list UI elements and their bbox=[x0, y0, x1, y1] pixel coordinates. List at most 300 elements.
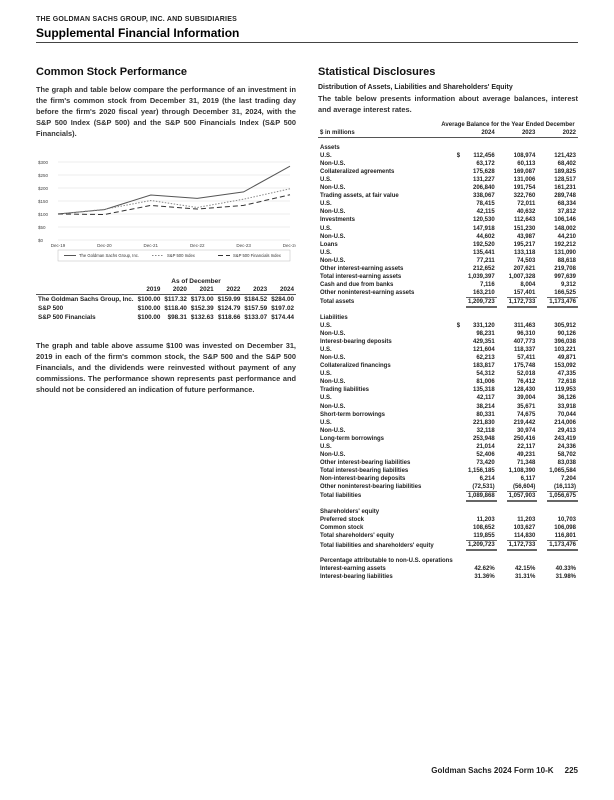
column-header: 2022 bbox=[216, 285, 243, 295]
currency-cell bbox=[455, 273, 466, 281]
row-label: Shareholders' equity bbox=[320, 508, 380, 515]
y-tick-label: $200 bbox=[38, 186, 49, 191]
value-cell: 31.98% bbox=[555, 574, 576, 581]
value-cell: 219,708 bbox=[554, 265, 576, 272]
value-cell: 207,621 bbox=[513, 265, 536, 272]
row-label: Other noninterest-earning assets bbox=[320, 290, 415, 297]
value-cell: 2022 bbox=[547, 129, 578, 138]
value-cell bbox=[466, 307, 497, 322]
currency-cell bbox=[455, 394, 466, 402]
value-cell: 73,420 bbox=[476, 459, 495, 466]
subheading: Distribution of Assets, Liabilities and Shareholders' Equity bbox=[318, 84, 513, 91]
value-cell: 121,604 bbox=[472, 347, 495, 354]
currency-cell bbox=[455, 492, 466, 502]
value-cell: 1,209,723 bbox=[466, 541, 497, 551]
currency-cell bbox=[455, 565, 466, 573]
table-cell: $133.07 bbox=[244, 314, 268, 321]
row-label: Trading assets, at fair value bbox=[320, 193, 399, 200]
currency-cell bbox=[455, 419, 466, 427]
table-row bbox=[318, 160, 578, 168]
currency-cell bbox=[497, 160, 507, 168]
currency-cell bbox=[497, 483, 507, 492]
value-cell: 81,006 bbox=[476, 379, 495, 386]
value-cell: 135,318 bbox=[472, 387, 495, 394]
table-row bbox=[318, 443, 578, 451]
currency-cell bbox=[537, 386, 547, 394]
value-cell: 35,671 bbox=[516, 403, 536, 410]
value-cell: 6,214 bbox=[479, 475, 495, 482]
value-cell: 305,912 bbox=[554, 323, 576, 330]
table-row bbox=[318, 573, 578, 581]
currency-cell bbox=[455, 225, 466, 233]
currency-cell bbox=[497, 443, 507, 451]
currency-cell bbox=[497, 216, 507, 224]
value-cell: 192,212 bbox=[554, 241, 576, 248]
x-tick-label: Dec-23 bbox=[236, 243, 251, 248]
table-row bbox=[318, 451, 578, 459]
currency-cell bbox=[497, 524, 507, 532]
table-cell: $184.52 bbox=[244, 296, 268, 303]
performance-table bbox=[36, 278, 296, 322]
currency-cell bbox=[455, 200, 466, 208]
currency-cell bbox=[537, 532, 547, 541]
value-cell: 120,530 bbox=[472, 217, 495, 224]
currency-cell bbox=[537, 419, 547, 427]
table-row bbox=[318, 257, 578, 265]
value-cell: 1,173,476 bbox=[547, 297, 578, 307]
currency-cell bbox=[537, 152, 547, 160]
value-cell: 31.36% bbox=[474, 574, 495, 581]
currency-cell bbox=[537, 573, 547, 581]
value-cell: 338,067 bbox=[472, 193, 495, 200]
currency-cell bbox=[455, 307, 466, 322]
value-cell: 161,231 bbox=[554, 185, 576, 192]
value-cell: 128,430 bbox=[513, 387, 536, 394]
currency-cell bbox=[537, 370, 547, 378]
currency-cell bbox=[497, 322, 507, 330]
table-row bbox=[318, 297, 578, 307]
table-row bbox=[318, 362, 578, 370]
currency-cell bbox=[537, 168, 547, 176]
value-cell: 88,618 bbox=[557, 257, 576, 264]
currency-cell bbox=[455, 216, 466, 224]
value-cell: 206,840 bbox=[472, 185, 495, 192]
value-cell bbox=[507, 307, 538, 322]
currency-cell bbox=[537, 435, 547, 443]
currency-cell bbox=[497, 330, 507, 338]
row-label: Percentage attributable to non-U.S. operations bbox=[320, 557, 453, 564]
value-cell: 44,602 bbox=[476, 233, 495, 240]
value-cell: 169,087 bbox=[513, 169, 536, 176]
x-tick-label: Dec-22 bbox=[189, 243, 205, 248]
currency-cell bbox=[455, 192, 466, 200]
y-tick-label: $250 bbox=[38, 173, 49, 178]
currency-cell bbox=[497, 451, 507, 459]
value-cell: 47,335 bbox=[557, 371, 576, 378]
value-cell: 214,006 bbox=[554, 419, 576, 426]
value-cell: 90,126 bbox=[557, 331, 576, 338]
value-cell: 1,057,903 bbox=[507, 492, 538, 502]
performance-table-title: As of December bbox=[171, 278, 221, 285]
value-cell bbox=[547, 501, 578, 516]
value-cell: 98,231 bbox=[476, 331, 495, 338]
currency-cell bbox=[497, 532, 507, 541]
currency-cell bbox=[497, 378, 507, 386]
currency-cell bbox=[497, 225, 507, 233]
table-cell: The Goldman Sachs Group, Inc. bbox=[38, 296, 134, 303]
currency-cell bbox=[537, 565, 547, 573]
table-row bbox=[318, 225, 578, 233]
row-label: U.S. bbox=[320, 395, 332, 402]
table-row bbox=[318, 524, 578, 532]
currency-cell bbox=[455, 281, 466, 289]
value-cell: 96,310 bbox=[516, 331, 536, 338]
value-cell bbox=[466, 138, 497, 153]
value-cell: 108,974 bbox=[513, 153, 536, 160]
value-cell: (56,604) bbox=[512, 483, 536, 490]
table-row bbox=[318, 281, 578, 289]
table-cell: $118.40 bbox=[164, 305, 187, 312]
currency-cell bbox=[455, 160, 466, 168]
table-cell: $98.31 bbox=[167, 314, 187, 321]
x-tick-label: Dec-24 bbox=[282, 243, 296, 248]
table-row bbox=[318, 386, 578, 394]
table-row bbox=[318, 208, 578, 216]
table-row bbox=[318, 492, 578, 502]
value-cell bbox=[547, 307, 578, 322]
row-label: U.S. bbox=[320, 419, 332, 426]
value-cell: 49,231 bbox=[516, 451, 536, 458]
value-cell: 44,210 bbox=[557, 233, 576, 240]
currency-cell bbox=[497, 354, 507, 362]
currency-cell bbox=[537, 451, 547, 459]
row-label: U.S. bbox=[320, 371, 332, 378]
value-cell: 43,987 bbox=[516, 233, 536, 240]
row-label: Non-U.S. bbox=[320, 233, 346, 240]
currency-cell bbox=[537, 346, 547, 354]
value-cell: 40,632 bbox=[516, 209, 536, 216]
currency-cell bbox=[455, 129, 466, 138]
row-label: $ in millions bbox=[318, 129, 455, 138]
value-cell: 70,044 bbox=[557, 411, 576, 418]
value-cell: 39,004 bbox=[516, 395, 536, 402]
row-label: U.S. bbox=[320, 347, 332, 354]
currency-cell bbox=[497, 249, 507, 257]
table-row bbox=[318, 435, 578, 443]
currency-cell bbox=[455, 386, 466, 394]
table-cell: $197.02 bbox=[271, 305, 294, 312]
table-cell: $159.99 bbox=[217, 296, 241, 303]
currency-cell: $ bbox=[456, 153, 461, 160]
currency-cell bbox=[497, 241, 507, 249]
currency-cell bbox=[497, 475, 507, 483]
row-label: Cash and due from banks bbox=[320, 281, 394, 288]
value-cell: 9,312 bbox=[560, 281, 576, 288]
row-label: Investments bbox=[320, 217, 356, 224]
value-cell bbox=[507, 550, 538, 565]
currency-cell bbox=[455, 524, 466, 532]
currency-cell bbox=[455, 257, 466, 265]
currency-cell bbox=[455, 443, 466, 451]
row-label: U.S. bbox=[320, 323, 332, 330]
value-cell: 195,217 bbox=[513, 241, 536, 248]
value-cell: 192,520 bbox=[472, 241, 495, 248]
value-cell: 103,627 bbox=[513, 525, 536, 532]
currency-cell bbox=[497, 362, 507, 370]
company-name: THE GOLDMAN SACHS GROUP, INC. AND SUBSIDIARIES bbox=[36, 16, 237, 23]
currency-cell: $ bbox=[456, 323, 461, 330]
row-label: Other interest-earning assets bbox=[320, 265, 404, 272]
value-cell: 1,156,185 bbox=[467, 467, 495, 474]
section-heading-stock: Common Stock Performance bbox=[36, 66, 187, 78]
currency-cell bbox=[497, 501, 507, 516]
value-cell: 63,172 bbox=[476, 161, 495, 168]
currency-cell bbox=[537, 362, 547, 370]
y-tick-label: $100 bbox=[38, 212, 49, 217]
currency-cell bbox=[537, 208, 547, 216]
value-cell: 106,098 bbox=[554, 525, 576, 532]
currency-cell bbox=[537, 216, 547, 224]
table-row bbox=[318, 346, 578, 354]
currency-cell bbox=[455, 138, 466, 153]
value-cell: 1,089,868 bbox=[466, 492, 497, 502]
value-cell: 166,525 bbox=[554, 289, 576, 296]
currency-cell bbox=[497, 403, 507, 411]
currency-cell bbox=[497, 192, 507, 200]
row-label: Interest-bearing liabilities bbox=[320, 574, 393, 581]
table-row bbox=[318, 307, 578, 322]
value-cell: 1,056,675 bbox=[547, 492, 578, 502]
table-row bbox=[36, 313, 296, 322]
currency-cell bbox=[537, 265, 547, 273]
value-cell: 24,336 bbox=[557, 443, 576, 450]
row-label: Other interest-bearing liabilities bbox=[320, 459, 411, 466]
table-row bbox=[318, 129, 578, 138]
currency-cell bbox=[497, 419, 507, 427]
y-tick-label: $150 bbox=[38, 199, 49, 204]
value-cell: 54,312 bbox=[476, 371, 495, 378]
currency-cell bbox=[455, 451, 466, 459]
value-cell: 74,675 bbox=[516, 411, 536, 418]
intro-paragraph: The graph and table below compare the performance of an investment in the firm's common stock from December 31, 2019 (the last trading day before the firm's 2020 fiscal year) through December 31, 2024, with the S&P 500 Index (S&P 500) and the S&P 500 Financials Index (S&P 500 Financials). bbox=[36, 85, 296, 138]
currency-cell bbox=[537, 501, 547, 516]
table-cell: $124.79 bbox=[217, 305, 241, 312]
currency-cell bbox=[537, 541, 547, 551]
currency-cell bbox=[455, 233, 466, 241]
x-tick-label: Dec-20 bbox=[97, 243, 112, 248]
table-row bbox=[318, 516, 578, 524]
currency-cell bbox=[455, 184, 466, 192]
value-cell bbox=[507, 138, 538, 153]
value-cell: 151,230 bbox=[513, 225, 536, 232]
value-cell: 52,018 bbox=[516, 371, 536, 378]
table-cell: $132.63 bbox=[190, 314, 214, 321]
currency-cell bbox=[537, 516, 547, 524]
currency-cell bbox=[497, 176, 507, 184]
section-heading-statistical: Statistical Disclosures bbox=[318, 66, 436, 78]
x-tick-label: Dec-21 bbox=[143, 243, 159, 248]
value-cell: (16,113) bbox=[553, 483, 576, 490]
value-cell: 163,210 bbox=[472, 289, 495, 296]
value-cell: (72,531) bbox=[472, 483, 495, 490]
value-cell: 2023 bbox=[507, 129, 538, 138]
table-cell: S&P 500 bbox=[38, 305, 64, 312]
value-cell: 72,618 bbox=[557, 379, 576, 386]
value-cell: 175,628 bbox=[472, 169, 495, 176]
currency-cell bbox=[497, 386, 507, 394]
currency-cell bbox=[455, 411, 466, 419]
currency-cell bbox=[497, 516, 507, 524]
value-cell: 72,011 bbox=[517, 201, 536, 208]
table-row bbox=[318, 475, 578, 483]
currency-cell bbox=[497, 208, 507, 216]
currency-cell bbox=[537, 192, 547, 200]
currency-cell bbox=[537, 411, 547, 419]
value-cell: 219,442 bbox=[513, 419, 536, 426]
currency-cell bbox=[497, 427, 507, 435]
column-header: 2023 bbox=[242, 285, 269, 295]
currency-cell bbox=[455, 573, 466, 581]
table-row bbox=[318, 394, 578, 402]
currency-cell bbox=[537, 550, 547, 565]
x-tick-label: Dec-19 bbox=[50, 243, 66, 248]
page-number: 225 bbox=[564, 766, 578, 775]
value-cell: 396,038 bbox=[554, 339, 576, 346]
value-cell: 148,002 bbox=[554, 225, 576, 232]
currency-cell bbox=[455, 501, 466, 516]
table-row bbox=[318, 411, 578, 419]
value-cell: 10,703 bbox=[557, 517, 576, 524]
currency-cell bbox=[537, 322, 547, 330]
table-row bbox=[318, 541, 578, 551]
value-cell: 62,213 bbox=[476, 355, 495, 362]
value-cell: 147,918 bbox=[472, 225, 495, 232]
balances-table bbox=[318, 121, 578, 581]
currency-cell bbox=[497, 200, 507, 208]
table-row bbox=[318, 273, 578, 281]
currency-cell bbox=[497, 550, 507, 565]
value-cell: 80,331 bbox=[476, 411, 495, 418]
row-label: Non-U.S. bbox=[320, 379, 346, 386]
row-label: Non-U.S. bbox=[320, 331, 346, 338]
currency-cell bbox=[537, 307, 547, 322]
row-label: Preferred stock bbox=[320, 517, 365, 524]
value-cell: 42,115 bbox=[476, 209, 495, 216]
y-tick-label: $300 bbox=[38, 160, 49, 165]
value-cell: 38,214 bbox=[476, 403, 495, 410]
table-row bbox=[318, 233, 578, 241]
currency-cell bbox=[455, 378, 466, 386]
row-label: Loans bbox=[320, 241, 338, 248]
value-cell: 1,007,328 bbox=[508, 273, 536, 280]
currency-cell bbox=[497, 573, 507, 581]
value-cell: 1,209,723 bbox=[466, 297, 497, 307]
value-cell: 189,825 bbox=[554, 169, 576, 176]
currency-cell bbox=[537, 492, 547, 502]
currency-cell bbox=[497, 265, 507, 273]
value-cell: 131,006 bbox=[513, 177, 536, 184]
balances-table-body bbox=[318, 129, 578, 581]
currency-cell bbox=[497, 338, 507, 346]
currency-cell bbox=[455, 354, 466, 362]
performance-table-header bbox=[36, 285, 296, 295]
row-label: Total interest-earning assets bbox=[320, 273, 402, 280]
currency-cell bbox=[455, 459, 466, 467]
currency-cell bbox=[455, 403, 466, 411]
value-cell: 30,974 bbox=[516, 427, 536, 434]
value-cell: 1,172,733 bbox=[507, 297, 538, 307]
row-label: U.S. bbox=[320, 153, 332, 160]
currency-cell bbox=[497, 297, 507, 307]
value-cell: 71,348 bbox=[516, 459, 536, 466]
value-cell: 57,411 bbox=[517, 355, 536, 362]
value-cell: 58,702 bbox=[557, 451, 576, 458]
row-label: Assets bbox=[320, 145, 340, 152]
table-row bbox=[318, 565, 578, 573]
value-cell: 116,801 bbox=[554, 533, 576, 540]
legend-label: The Goldman Sachs Group, Inc. bbox=[79, 253, 140, 258]
table-row bbox=[36, 304, 296, 313]
table-cell: $157.59 bbox=[244, 305, 268, 312]
value-cell: 74,503 bbox=[516, 257, 536, 264]
chart-svg bbox=[36, 156, 296, 266]
currency-cell bbox=[537, 281, 547, 289]
value-cell: 1,039,397 bbox=[467, 273, 495, 280]
currency-cell bbox=[497, 435, 507, 443]
currency-cell bbox=[537, 524, 547, 532]
column-header: 2021 bbox=[189, 285, 216, 295]
currency-cell bbox=[455, 483, 466, 492]
page-footer bbox=[431, 766, 578, 775]
table-row bbox=[318, 550, 578, 565]
right-column bbox=[318, 66, 578, 581]
value-cell: 68,334 bbox=[557, 201, 576, 208]
currency-cell bbox=[497, 233, 507, 241]
value-cell: 175,748 bbox=[513, 363, 536, 370]
row-label: Non-interest-bearing deposits bbox=[320, 475, 406, 482]
currency-cell bbox=[497, 411, 507, 419]
currency-cell bbox=[537, 338, 547, 346]
row-label: U.S. bbox=[320, 249, 332, 256]
value-cell: 250,416 bbox=[513, 435, 536, 442]
value-cell: 77,211 bbox=[476, 257, 495, 264]
table-row bbox=[318, 483, 578, 492]
currency-cell bbox=[497, 184, 507, 192]
table-row bbox=[318, 176, 578, 184]
value-cell: 131,227 bbox=[472, 177, 495, 184]
table-row bbox=[318, 168, 578, 176]
currency-cell bbox=[455, 168, 466, 176]
row-label: Non-U.S. bbox=[320, 451, 346, 458]
currency-cell bbox=[537, 475, 547, 483]
table-row bbox=[318, 467, 578, 475]
value-cell: 42.15% bbox=[514, 566, 536, 573]
row-label: Non-U.S. bbox=[320, 185, 346, 192]
disclaimer-paragraph: The graph and table above assume $100 was invested on December 31, 2019 in each of the firm's common stock, the S&P 500 and the S&P 500 Financials, and the dividends were reinvested without payment of any commissions. The performance shown represents past performance and should not be considered an indication of future performance. bbox=[36, 341, 296, 394]
row-label: Total liabilities and shareholders' equity bbox=[320, 542, 434, 549]
currency-cell bbox=[455, 370, 466, 378]
table-row bbox=[318, 184, 578, 192]
table-cell: $284.00 bbox=[271, 296, 294, 303]
table-row bbox=[318, 289, 578, 298]
column-header: 2019 bbox=[136, 285, 163, 295]
table-row bbox=[318, 138, 578, 153]
table-cell: $173.00 bbox=[190, 296, 214, 303]
value-cell: 78,415 bbox=[476, 201, 495, 208]
header-rule bbox=[36, 42, 578, 43]
currency-cell bbox=[537, 289, 547, 298]
value-cell: 40.33% bbox=[555, 566, 576, 573]
